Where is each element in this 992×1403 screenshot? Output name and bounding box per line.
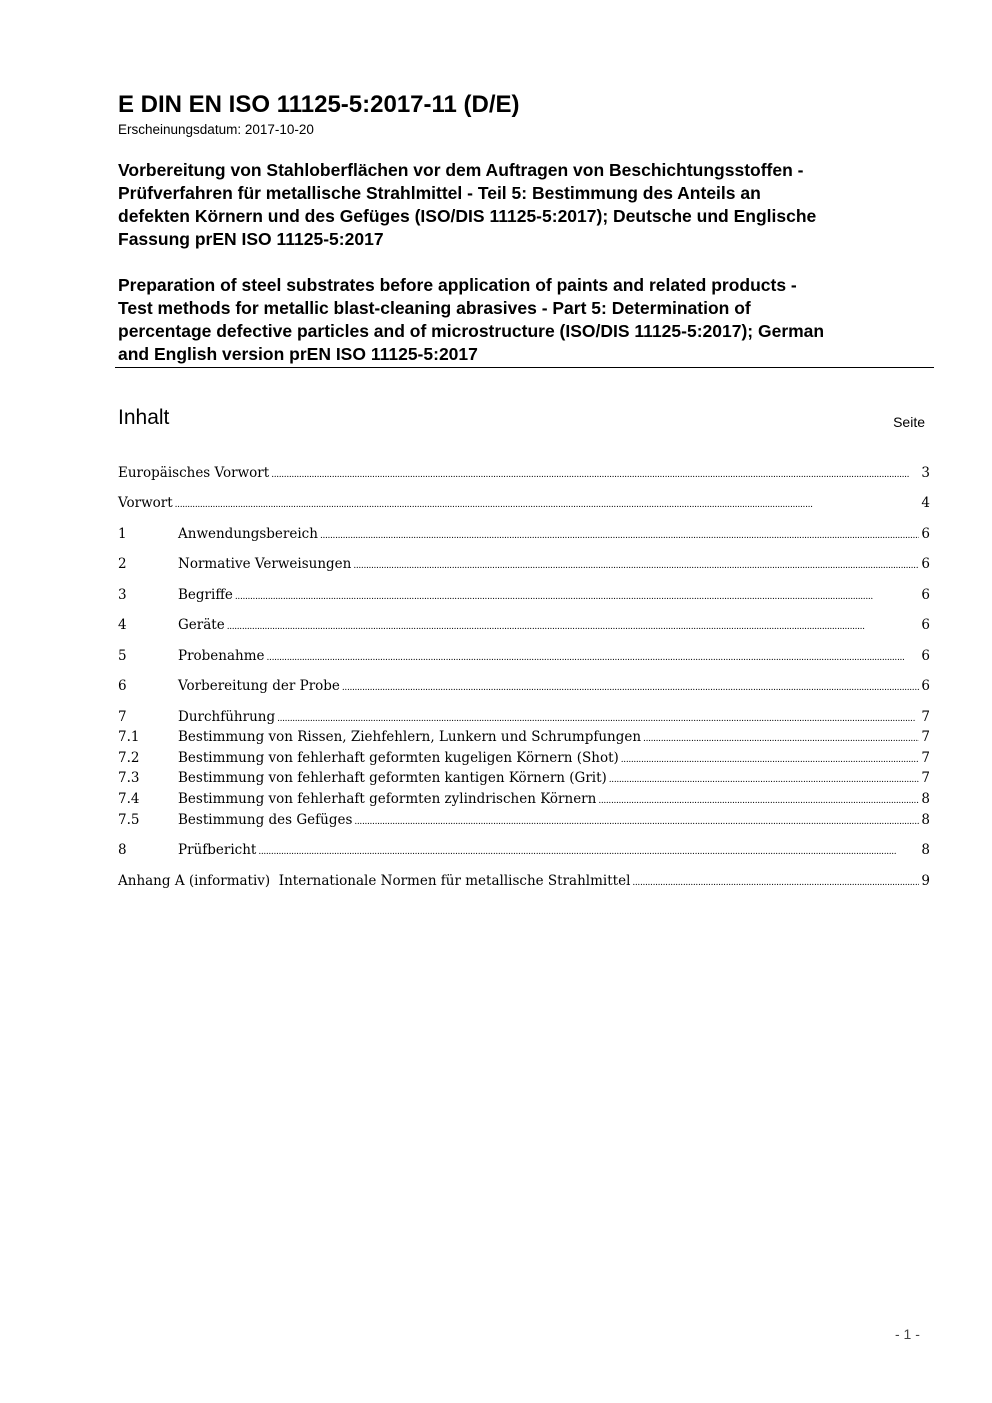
toc-dot-leader	[271, 465, 919, 485]
toc-entry[interactable]	[118, 524, 930, 544]
toc-entry-page: 7	[921, 709, 930, 725]
german-title	[118, 159, 938, 251]
toc-entry-title: Anwendungsbereich	[178, 526, 318, 542]
toc-entry[interactable]	[118, 615, 930, 635]
toc-entry-title: Bestimmung des Gefüges	[178, 812, 353, 828]
toc-entry-page: 9	[921, 873, 930, 889]
toc-entry-number: 7.2	[118, 750, 140, 766]
toc-entry[interactable]	[118, 840, 930, 860]
toc-entry-title: Vorbereitung der Probe	[178, 678, 340, 694]
toc-entry-number: 5	[118, 648, 127, 664]
toc-entry-page: 6	[921, 587, 930, 603]
page-number: - 1 -	[895, 1326, 920, 1342]
toc-entry[interactable]	[118, 871, 930, 891]
toc-dot-leader	[609, 770, 920, 790]
toc-entry[interactable]	[118, 707, 930, 727]
german-title-line: defekten Körnern und des Gefüges (ISO/DIS 11125-5:2017); Deutsche und Englische	[118, 206, 817, 226]
toc-entry-number: 6	[118, 678, 127, 694]
toc-entry-page: 6	[921, 648, 930, 664]
toc-entry-number: 7	[118, 709, 127, 725]
toc-entry-page: 7	[921, 729, 930, 745]
toc-dot-leader	[267, 648, 920, 668]
toc-entry[interactable]	[118, 748, 930, 768]
toc-entry[interactable]	[118, 676, 930, 696]
toc-entry-title: Durchführung	[178, 709, 276, 725]
toc-dot-leader	[277, 709, 919, 729]
toc-heading: Inhalt	[118, 406, 170, 429]
english-title-line: percentage defective particles and of microstructure (ISO/DIS 11125-5:2017); German	[118, 321, 825, 341]
toc-dot-leader	[227, 617, 920, 637]
toc-dot-leader	[175, 495, 920, 515]
german-title-line: Fassung prEN ISO 11125-5:2017	[118, 229, 384, 249]
toc-dot-leader	[632, 873, 919, 893]
toc-entry-title: Europäisches Vorwort	[118, 465, 270, 481]
toc-entry-number: 1	[118, 526, 127, 542]
toc-entry-number: 8	[118, 842, 127, 858]
toc-entry-title: Bestimmung von fehlerhaft geformten zylindrischen Körnern	[178, 791, 597, 807]
toc-dot-leader	[643, 729, 919, 749]
toc-entry-title: Probenahme	[178, 648, 265, 664]
toc-entry[interactable]	[118, 646, 930, 666]
toc-entry-title: Normative Verweisungen	[178, 556, 352, 572]
header-divider	[115, 367, 934, 368]
toc-dot-leader	[342, 678, 920, 698]
toc-entry[interactable]	[118, 493, 930, 513]
german-title-line: Vorbereitung von Stahloberflächen vor dem Auftragen von Beschichtungsstoffen -	[118, 160, 804, 180]
toc-entry-page: 8	[921, 791, 930, 807]
toc-dot-leader	[621, 750, 920, 770]
toc-entry-title: Vorwort	[118, 495, 173, 511]
toc-entry-page: 6	[921, 617, 930, 633]
toc-entry-title: Anhang A (informativ) Internationale Normen für metallische Strahlmittel	[118, 873, 631, 889]
toc-entry-number: 3	[118, 587, 127, 603]
toc-entry[interactable]	[118, 463, 930, 483]
toc-entry-number: 7.4	[118, 791, 140, 807]
english-title-line: Test methods for metallic blast-cleaning abrasives - Part 5: Determination of	[118, 298, 751, 318]
toc-dot-leader	[353, 556, 919, 576]
toc-dot-leader	[258, 842, 919, 862]
toc-entry-page: 8	[921, 842, 930, 858]
toc-entry-number: 7.3	[118, 770, 140, 786]
toc-entry-title: Geräte	[178, 617, 225, 633]
toc-entry-number: 7.5	[118, 812, 140, 828]
english-title	[118, 274, 938, 366]
toc-entry-number: 4	[118, 617, 127, 633]
toc-entry-page: 4	[921, 495, 930, 511]
english-title-line: and English version prEN ISO 11125-5:2017	[118, 344, 478, 364]
toc-entry[interactable]	[118, 768, 930, 788]
issue-date: Erscheinungsdatum: 2017-10-20	[118, 122, 314, 137]
toc-entry[interactable]	[118, 727, 930, 747]
toc-entry-page: 7	[921, 750, 930, 766]
toc-entry-number: 2	[118, 556, 127, 572]
toc-entry[interactable]	[118, 585, 930, 605]
toc-page-column-label: Seite	[893, 414, 925, 430]
toc-entry-page: 6	[921, 678, 930, 694]
toc-entry-page: 6	[921, 526, 930, 542]
document-identifier: E DIN EN ISO 11125-5:2017-11 (D/E)	[118, 91, 520, 118]
toc-entry-page: 6	[921, 556, 930, 572]
toc-entry-title: Bestimmung von fehlerhaft geformten kantigen Körnern (Grit)	[178, 770, 607, 786]
toc-entry[interactable]	[118, 554, 930, 574]
toc-dot-leader	[598, 791, 919, 811]
toc-dot-leader	[320, 526, 919, 546]
toc-entry-title: Bestimmung von fehlerhaft geformten kugeligen Körnern (Shot)	[178, 750, 619, 766]
toc-entry-title: Begriffe	[178, 587, 233, 603]
toc-entry[interactable]	[118, 789, 930, 809]
toc-entry[interactable]	[118, 810, 930, 830]
toc-entry-page: 7	[921, 770, 930, 786]
toc-entry-number: 7.1	[118, 729, 140, 745]
toc-dot-leader	[354, 812, 919, 832]
german-title-line: Prüfverfahren für metallische Strahlmittel - Teil 5: Bestimmung des Anteils an	[118, 183, 761, 203]
toc-entry-page: 8	[921, 812, 930, 828]
toc-dot-leader	[235, 587, 920, 607]
toc-entry-title: Prüfbericht	[178, 842, 257, 858]
english-title-line: Preparation of steel substrates before application of paints and related products -	[118, 275, 797, 295]
toc-entry-title: Bestimmung von Rissen, Ziehfehlern, Lunkern und Schrumpfungen	[178, 729, 642, 745]
toc-entry-page: 3	[921, 465, 930, 481]
